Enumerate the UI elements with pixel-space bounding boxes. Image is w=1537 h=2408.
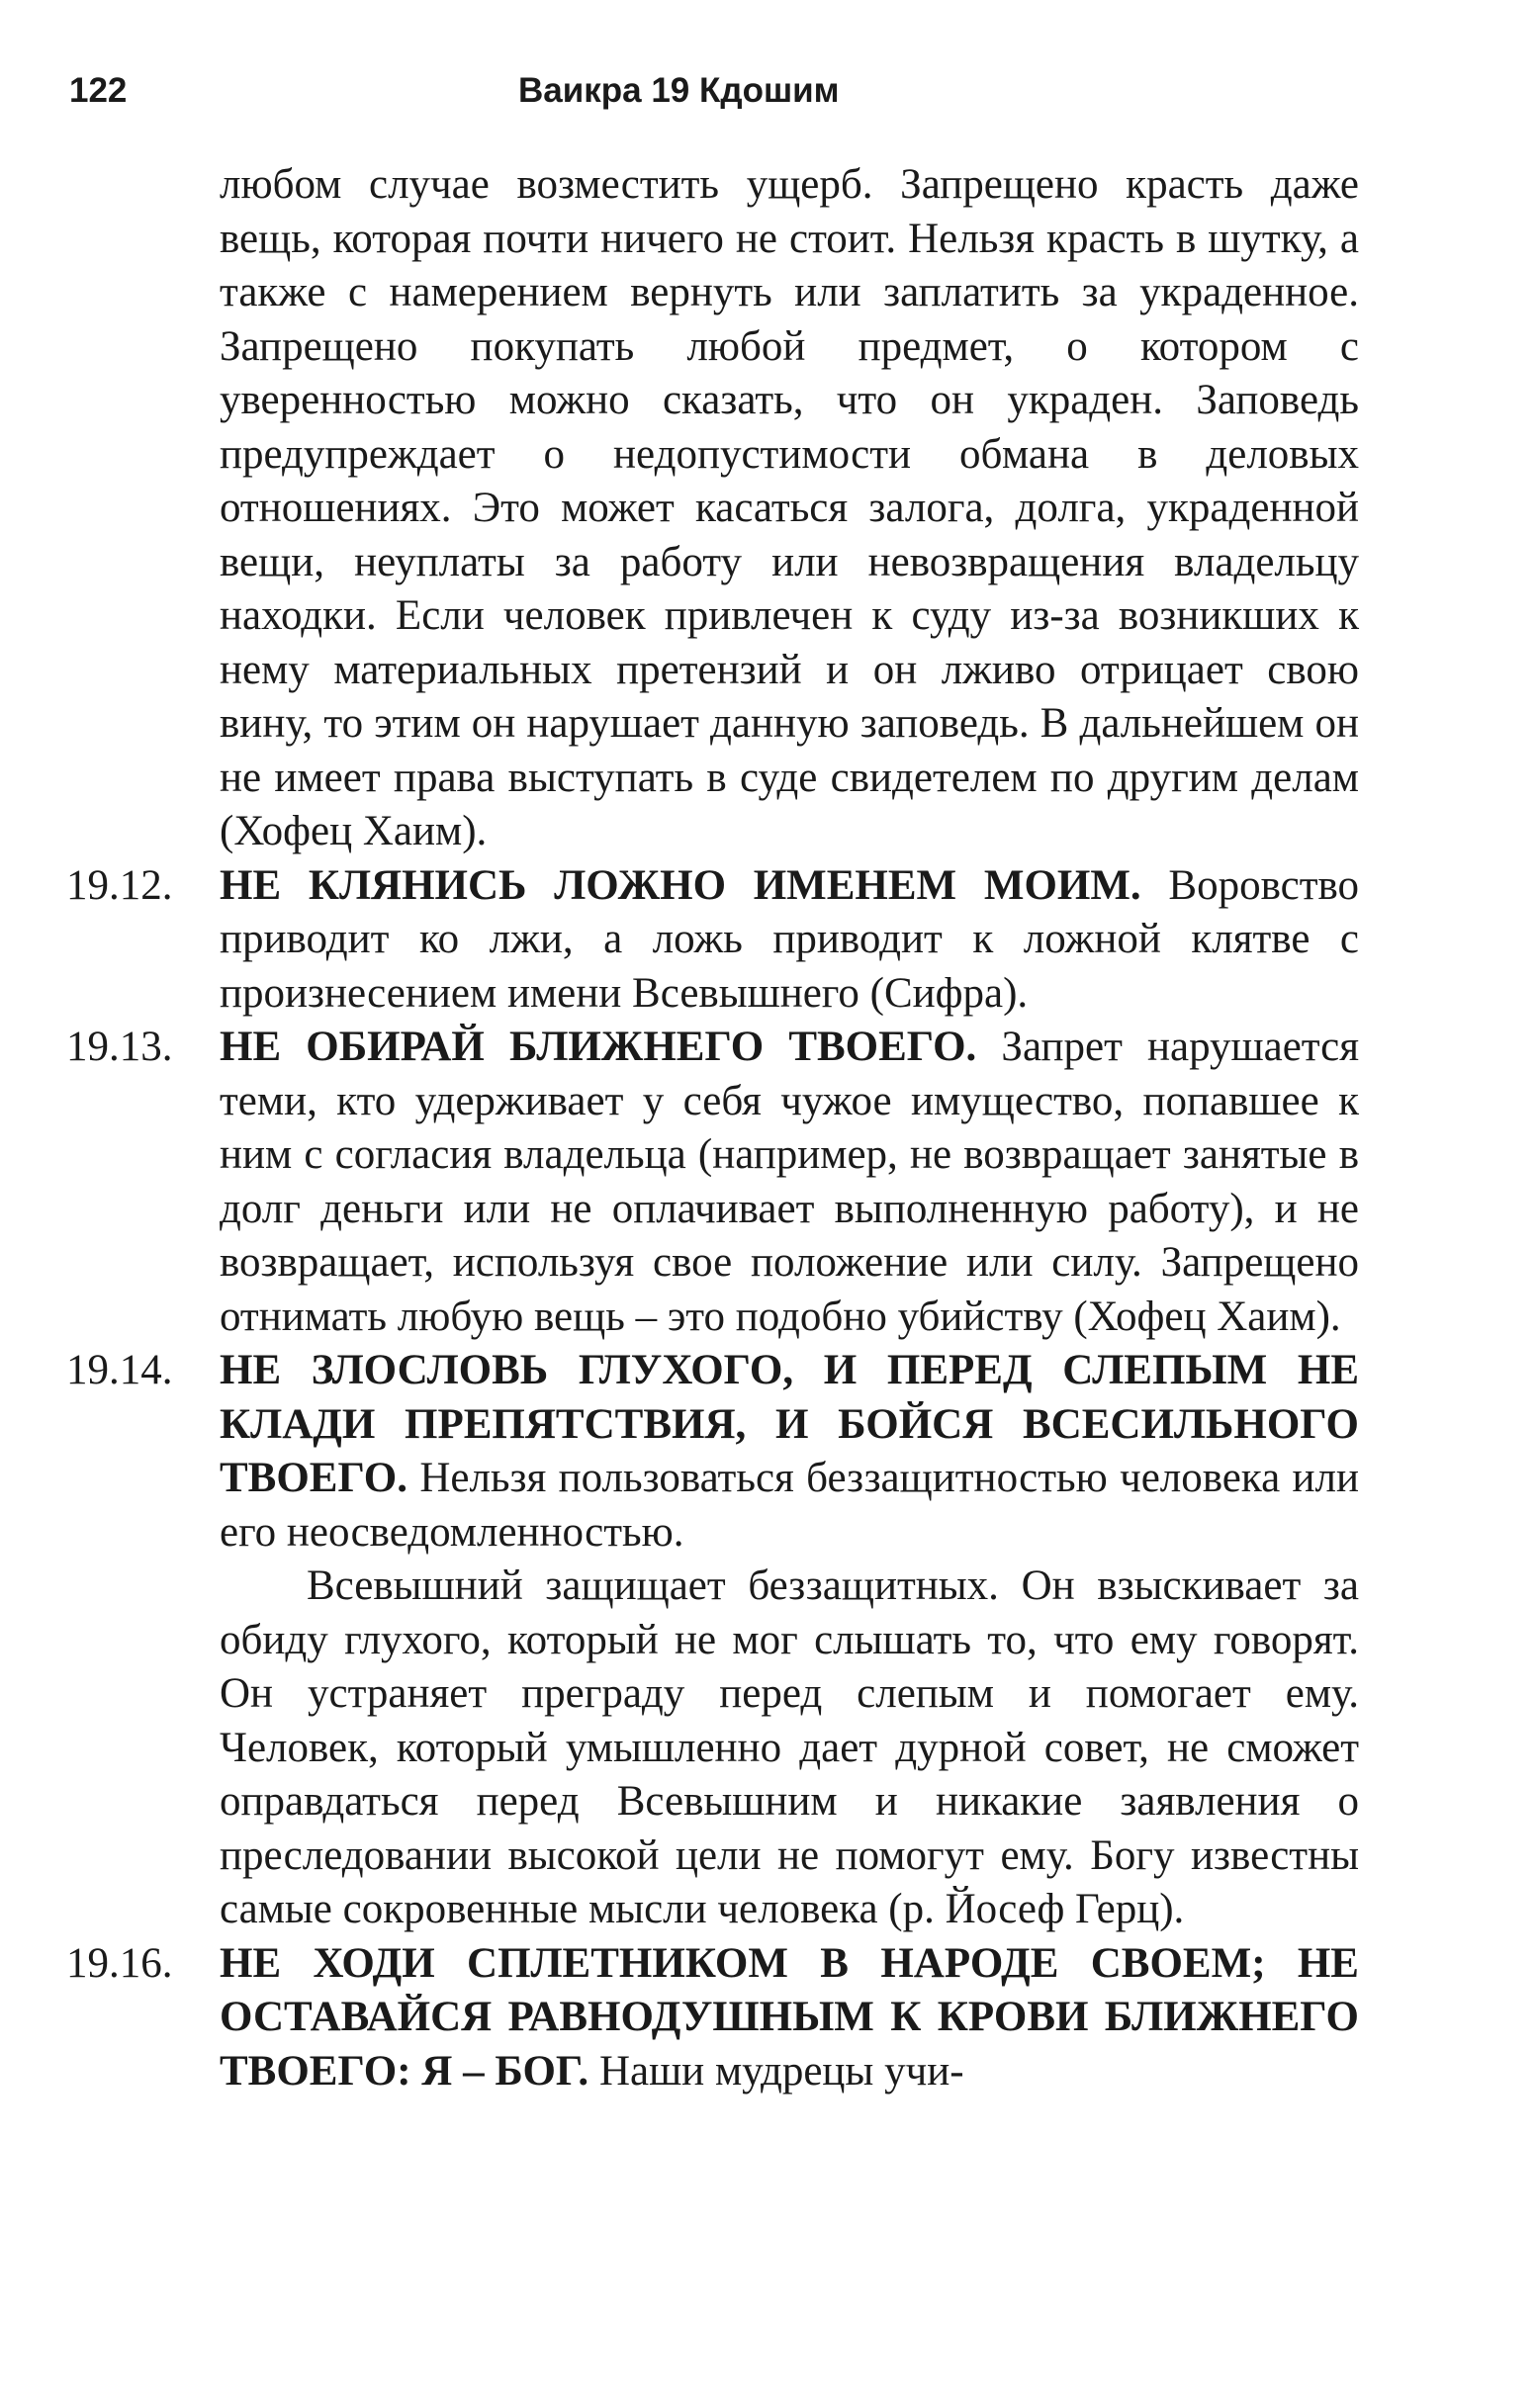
entry-paragraph	[220, 859, 1359, 1022]
entry-heading: НЕ КЛЯНИСЬ ЛОЖНО ИМЕНЕМ МОИМ.	[220, 861, 1141, 909]
verse-number: 19.14.	[66, 1347, 173, 1393]
entry-text: Нельзя пользоваться беззащитностью человека или его неосведомленностью.	[220, 1455, 1360, 1556]
entry-19-16	[66, 1937, 1359, 2099]
verse-number: 19.16.	[66, 1939, 173, 1987]
page-header	[69, 71, 1355, 131]
entry-paragraph	[220, 1021, 1359, 1344]
entry-19-13	[66, 1021, 1359, 1344]
entry-heading: НЕ ХОДИ СПЛЕТНИКОМ В НАРОДЕ СВОЕМ; НЕ ОСТАВАЙСЯ РАВНОДУШНЫМ К КРОВИ БЛИЖНЕГО ТВОЕГО: Я – БОГ.	[220, 1939, 1359, 2095]
entry-19-14	[66, 1344, 1360, 1937]
running-title: Ваикра 19 Кдошим	[518, 71, 840, 110]
entry-text: Наши мудрецы учи-	[598, 2047, 964, 2095]
page-body	[66, 158, 1360, 2098]
entry-heading: НЕ ЗЛОСЛОВЬ ГЛУХОГО, И ПЕРЕД СЛЕПЫМ НЕ КЛАДИ ПРЕПЯТСТВИЯ, И БОЙСЯ ВСЕСИЛЬНОГО ТВОЕГО.	[220, 1347, 1359, 1501]
verse-number: 19.12.	[66, 861, 173, 909]
page-number: 122	[69, 71, 128, 110]
entry-19-12	[66, 859, 1360, 1022]
entry-paragraph	[220, 1937, 1359, 2099]
entry-heading: НЕ ОБИРАЙ БЛИЖНЕГО ТВОЕГО.	[220, 1024, 977, 1070]
verse-number: 19.13.	[66, 1024, 173, 1070]
entry-commentary: Всевышний защищает беззащитных. Он взыскивает за обиду глухого, который не мог слышать то, что ему говорят. Он устраняет преграду перед слепым и помогает ему. Человек, который умышленно дает дурной совет, не сможет оправдаться перед Всевышним и никакие заявления о преследовании высокой цели не помогут ему. Богу известны самые сокровенные мысли человека (р. Йосеф Герц).	[220, 1562, 1359, 1932]
entry-text: Запрет нарушается теми, кто удерживает у себя чужое имущество, попавшее к ним с согласия владельца (например, не возвращает занятые в долг деньги или не оплачивает выполненную работу), и не возвращает, используя свое положение или силу. Запрещено отнимать любую вещь – это подобно убийству (Хофец Хаим).	[220, 1024, 1359, 1340]
entry-paragraph	[220, 1344, 1359, 1560]
continuation-paragraph: любом случае возместить ущерб. Запрещено красть даже вещь, которая почти ничего не стоит. Нельзя красть в шутку, а также с намерением вернуть или заплатить за украденное. Запрещено покупать любой предмет, о котором с уверенностью можно сказать, что он украден. Заповедь предупреждает о недопустимости обмана в деловых отношениях. Это может касаться залога, долга, украденной вещи, неуплаты за работу или невозвращения владельцу находки. Если человек привлечен к суду из-за возникших к нему материальных претензий и он лживо отрицает свою вину, то этим он нарушает данную заповедь. В дальнейшем он не имеет права выступать в суде свидетелем по другим делам (Хофец Хаим).	[220, 161, 1359, 854]
entry-text: Воровство приводит ко лжи, а ложь приводит к ложной клятве с произнесением имени Всевышнего (Сифра).	[220, 861, 1360, 1017]
